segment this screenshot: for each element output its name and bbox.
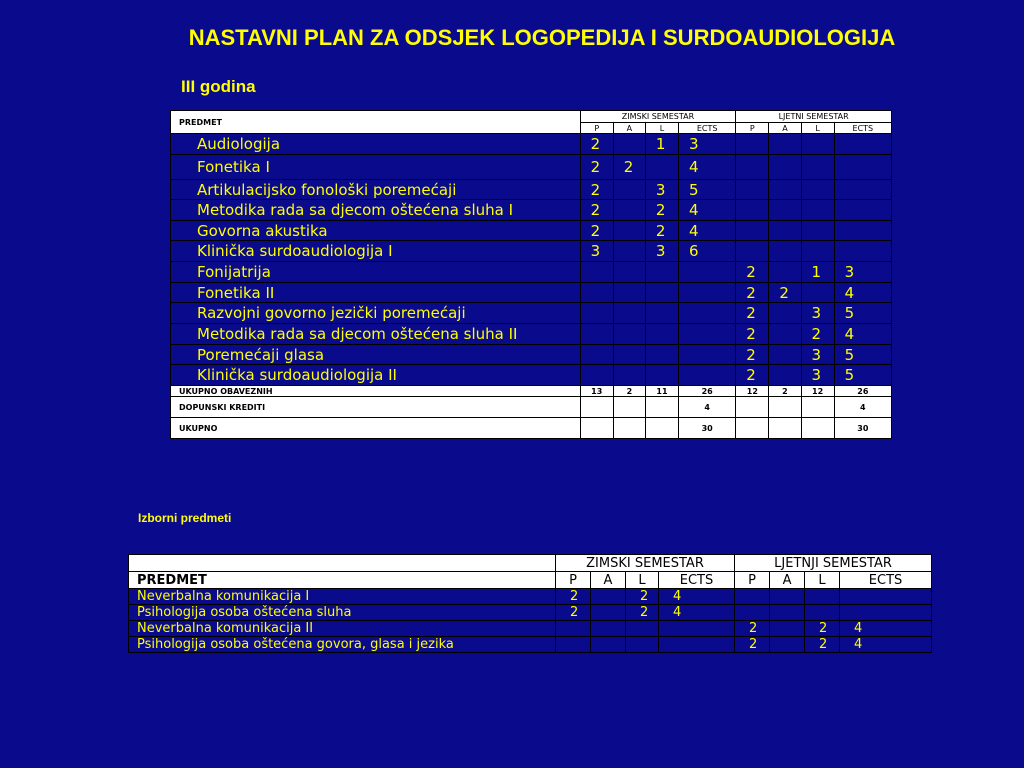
summary-value: 4	[679, 397, 736, 418]
value-cell	[769, 155, 801, 180]
subject-name: Poremećaji glasa	[171, 345, 581, 365]
elective-row	[129, 637, 932, 653]
elective-table	[128, 554, 932, 653]
elective-value-cell	[770, 589, 805, 605]
elective-value-cell: 2	[805, 621, 840, 637]
value-cell	[834, 200, 891, 221]
subject-name: Klinička surdoaudiologija I	[171, 241, 581, 262]
table-row	[171, 303, 892, 324]
table-row	[171, 241, 892, 262]
elective-value-cell: 2	[626, 589, 659, 605]
elective-value-cell: 2	[626, 605, 659, 621]
value-cell	[580, 345, 613, 365]
elective-value-cell	[735, 589, 770, 605]
value-cell	[736, 200, 769, 221]
value-cell	[679, 345, 736, 365]
value-cell	[613, 283, 645, 303]
elective-value-cell	[556, 621, 591, 637]
value-cell	[769, 180, 801, 200]
value-cell	[801, 155, 834, 180]
value-cell: 2	[769, 283, 801, 303]
summary-value: 30	[834, 418, 891, 439]
value-cell: 2	[645, 221, 678, 241]
value-cell: 6	[679, 241, 736, 262]
value-cell: 2	[736, 324, 769, 345]
value-cell: 2	[736, 345, 769, 365]
value-cell: 2	[613, 155, 645, 180]
summary-value	[645, 418, 678, 439]
value-cell	[613, 221, 645, 241]
value-cell	[769, 262, 801, 283]
elective-sub-header: P	[556, 572, 591, 589]
value-cell: 3	[801, 345, 834, 365]
value-cell	[736, 134, 769, 155]
curriculum-table	[170, 110, 892, 439]
summary-value: 2	[769, 386, 801, 397]
elective-value-cell	[591, 637, 626, 653]
value-cell: 5	[834, 365, 891, 386]
elective-summer-header: LJETNJI SEMESTAR	[735, 555, 932, 572]
value-cell	[613, 134, 645, 155]
value-cell	[580, 283, 613, 303]
value-cell	[613, 365, 645, 386]
table-row	[171, 345, 892, 365]
summary-row	[171, 397, 892, 418]
value-cell: 4	[679, 200, 736, 221]
sub-header: A	[769, 123, 801, 134]
subject-name: Metodika rada sa djecom oštećena sluha II	[171, 324, 581, 345]
value-cell: 3	[580, 241, 613, 262]
summary-label: UKUPNO OBAVEZNIH	[171, 386, 581, 397]
subject-name: Artikulacijsko fonološki poremećaji	[171, 180, 581, 200]
value-cell: 2	[736, 365, 769, 386]
sub-header: A	[613, 123, 645, 134]
value-cell	[834, 241, 891, 262]
table-row	[171, 283, 892, 303]
predmet-header: PREDMET	[171, 111, 581, 134]
elective-subject-name: Psihologija osoba oštećena govora, glasa i jezika	[129, 637, 556, 653]
sub-header: L	[645, 123, 678, 134]
subject-name: Fonijatrija	[171, 262, 581, 283]
value-cell	[613, 303, 645, 324]
table-row	[171, 180, 892, 200]
elective-value-cell	[659, 637, 735, 653]
elective-winter-header: ZIMSKI SEMESTAR	[556, 555, 735, 572]
elective-value-cell: 2	[735, 621, 770, 637]
value-cell: 4	[679, 155, 736, 180]
subject-name: Fonetika II	[171, 283, 581, 303]
elective-subject-name: Psihologija osoba oštećena sluha	[129, 605, 556, 621]
elective-value-cell	[770, 637, 805, 653]
elective-predmet-header: PREDMET	[129, 572, 556, 589]
summary-value: 12	[736, 386, 769, 397]
summary-value: 12	[801, 386, 834, 397]
summary-value	[613, 397, 645, 418]
year-subtitle: III godina	[181, 77, 256, 96]
value-cell: 2	[580, 134, 613, 155]
value-cell	[645, 365, 678, 386]
sub-header: P	[736, 123, 769, 134]
value-cell	[801, 200, 834, 221]
value-cell: 2	[645, 200, 678, 221]
table-row	[171, 324, 892, 345]
value-cell	[580, 324, 613, 345]
value-cell: 1	[645, 134, 678, 155]
value-cell	[769, 324, 801, 345]
value-cell: 3	[645, 180, 678, 200]
table-row	[171, 200, 892, 221]
elective-sub-header: A	[770, 572, 805, 589]
value-cell	[613, 345, 645, 365]
elective-value-cell	[556, 637, 591, 653]
value-cell	[834, 155, 891, 180]
value-cell	[679, 324, 736, 345]
table-row	[171, 134, 892, 155]
value-cell	[645, 283, 678, 303]
elective-value-cell: 4	[659, 605, 735, 621]
value-cell	[736, 155, 769, 180]
elective-sub-header: L	[626, 572, 659, 589]
value-cell	[801, 221, 834, 241]
summary-row	[171, 418, 892, 439]
elective-row	[129, 605, 932, 621]
value-cell	[769, 303, 801, 324]
value-cell: 3	[679, 134, 736, 155]
value-cell	[645, 262, 678, 283]
elective-sub-header: P	[735, 572, 770, 589]
elective-row	[129, 589, 932, 605]
elective-value-cell	[840, 589, 932, 605]
elective-value-cell	[626, 621, 659, 637]
elective-blank-header	[129, 555, 556, 572]
summary-value	[580, 418, 613, 439]
summary-value: 2	[613, 386, 645, 397]
value-cell: 3	[801, 303, 834, 324]
summary-value	[736, 418, 769, 439]
value-cell	[613, 262, 645, 283]
summary-value	[613, 418, 645, 439]
value-cell	[736, 221, 769, 241]
value-cell	[613, 200, 645, 221]
value-cell	[834, 221, 891, 241]
elective-value-cell	[770, 621, 805, 637]
value-cell: 5	[679, 180, 736, 200]
table-row	[171, 155, 892, 180]
summary-value	[580, 397, 613, 418]
summary-row	[171, 386, 892, 397]
elective-value-cell	[840, 605, 932, 621]
value-cell	[679, 283, 736, 303]
sub-header: L	[801, 123, 834, 134]
value-cell	[834, 134, 891, 155]
summer-semester-header: LJETNI SEMESTAR	[736, 111, 892, 123]
value-cell	[736, 241, 769, 262]
value-cell	[580, 365, 613, 386]
summary-value: 26	[834, 386, 891, 397]
value-cell	[801, 241, 834, 262]
elective-sub-header: A	[591, 572, 626, 589]
elective-value-cell: 4	[659, 589, 735, 605]
summary-value	[801, 418, 834, 439]
value-cell	[645, 303, 678, 324]
winter-semester-header: ZIMSKI SEMESTAR	[580, 111, 736, 123]
elective-value-cell: 2	[556, 605, 591, 621]
value-cell	[769, 365, 801, 386]
elective-value-cell: 2	[805, 637, 840, 653]
value-cell	[769, 345, 801, 365]
sub-header: ECTS	[679, 123, 736, 134]
elective-value-cell: 2	[735, 637, 770, 653]
elective-value-cell: 4	[840, 621, 932, 637]
elective-value-cell	[591, 605, 626, 621]
value-cell: 1	[801, 262, 834, 283]
summary-value	[801, 397, 834, 418]
value-cell: 4	[679, 221, 736, 241]
value-cell: 3	[801, 365, 834, 386]
value-cell: 3	[834, 262, 891, 283]
summary-value	[736, 397, 769, 418]
elective-value-cell	[770, 605, 805, 621]
value-cell: 4	[834, 324, 891, 345]
value-cell	[645, 345, 678, 365]
value-cell	[613, 180, 645, 200]
summary-value: 30	[679, 418, 736, 439]
value-cell: 2	[580, 180, 613, 200]
value-cell: 2	[580, 200, 613, 221]
value-cell	[769, 200, 801, 221]
sub-header: P	[580, 123, 613, 134]
value-cell	[736, 180, 769, 200]
value-cell: 5	[834, 303, 891, 324]
table-row	[171, 262, 892, 283]
elective-sub-header: L	[805, 572, 840, 589]
elective-subject-name: Neverbalna komunikacija I	[129, 589, 556, 605]
elective-value-cell: 4	[840, 637, 932, 653]
value-cell: 2	[736, 262, 769, 283]
elective-title: Izborni predmeti	[138, 511, 232, 525]
value-cell	[801, 283, 834, 303]
elective-value-cell	[735, 605, 770, 621]
summary-value	[769, 397, 801, 418]
elective-value-cell	[591, 621, 626, 637]
elective-value-cell	[805, 605, 840, 621]
value-cell	[645, 324, 678, 345]
subject-name: Audiologija	[171, 134, 581, 155]
value-cell: 2	[580, 155, 613, 180]
value-cell: 2	[801, 324, 834, 345]
summary-value: 26	[679, 386, 736, 397]
value-cell: 3	[645, 241, 678, 262]
value-cell	[580, 262, 613, 283]
summary-label: UKUPNO	[171, 418, 581, 439]
elective-subject-name: Neverbalna komunikacija II	[129, 621, 556, 637]
elective-value-cell	[659, 621, 735, 637]
subject-name: Razvojni govorno jezički poremećaji	[171, 303, 581, 324]
value-cell	[580, 303, 613, 324]
value-cell	[801, 134, 834, 155]
table-row	[171, 365, 892, 386]
summary-value	[769, 418, 801, 439]
value-cell: 5	[834, 345, 891, 365]
sub-header: ECTS	[834, 123, 891, 134]
value-cell: 2	[580, 221, 613, 241]
subject-name: Klinička surdoaudiologija II	[171, 365, 581, 386]
subject-name: Metodika rada sa djecom oštećena sluha I	[171, 200, 581, 221]
value-cell	[679, 303, 736, 324]
summary-value: 13	[580, 386, 613, 397]
summary-value: 11	[645, 386, 678, 397]
elective-sub-header: ECTS	[840, 572, 932, 589]
value-cell: 2	[736, 283, 769, 303]
summary-value	[645, 397, 678, 418]
value-cell	[769, 221, 801, 241]
value-cell	[834, 180, 891, 200]
table-row	[171, 221, 892, 241]
value-cell	[679, 365, 736, 386]
value-cell: 2	[736, 303, 769, 324]
summary-value: 4	[834, 397, 891, 418]
summary-label: DOPUNSKI KREDITI	[171, 397, 581, 418]
subject-name: Fonetika I	[171, 155, 581, 180]
elective-row	[129, 621, 932, 637]
value-cell	[769, 134, 801, 155]
elective-value-cell	[626, 637, 659, 653]
value-cell	[613, 241, 645, 262]
value-cell: 4	[834, 283, 891, 303]
elective-value-cell	[805, 589, 840, 605]
value-cell	[769, 241, 801, 262]
elective-sub-header: ECTS	[659, 572, 735, 589]
value-cell	[613, 324, 645, 345]
value-cell	[645, 155, 678, 180]
elective-value-cell: 2	[556, 589, 591, 605]
value-cell	[679, 262, 736, 283]
page-title: NASTAVNI PLAN ZA ODSJEK LOGOPEDIJA I SURDOAUDIOLOGIJA	[188, 25, 896, 50]
subject-name: Govorna akustika	[171, 221, 581, 241]
value-cell	[801, 180, 834, 200]
elective-value-cell	[591, 589, 626, 605]
